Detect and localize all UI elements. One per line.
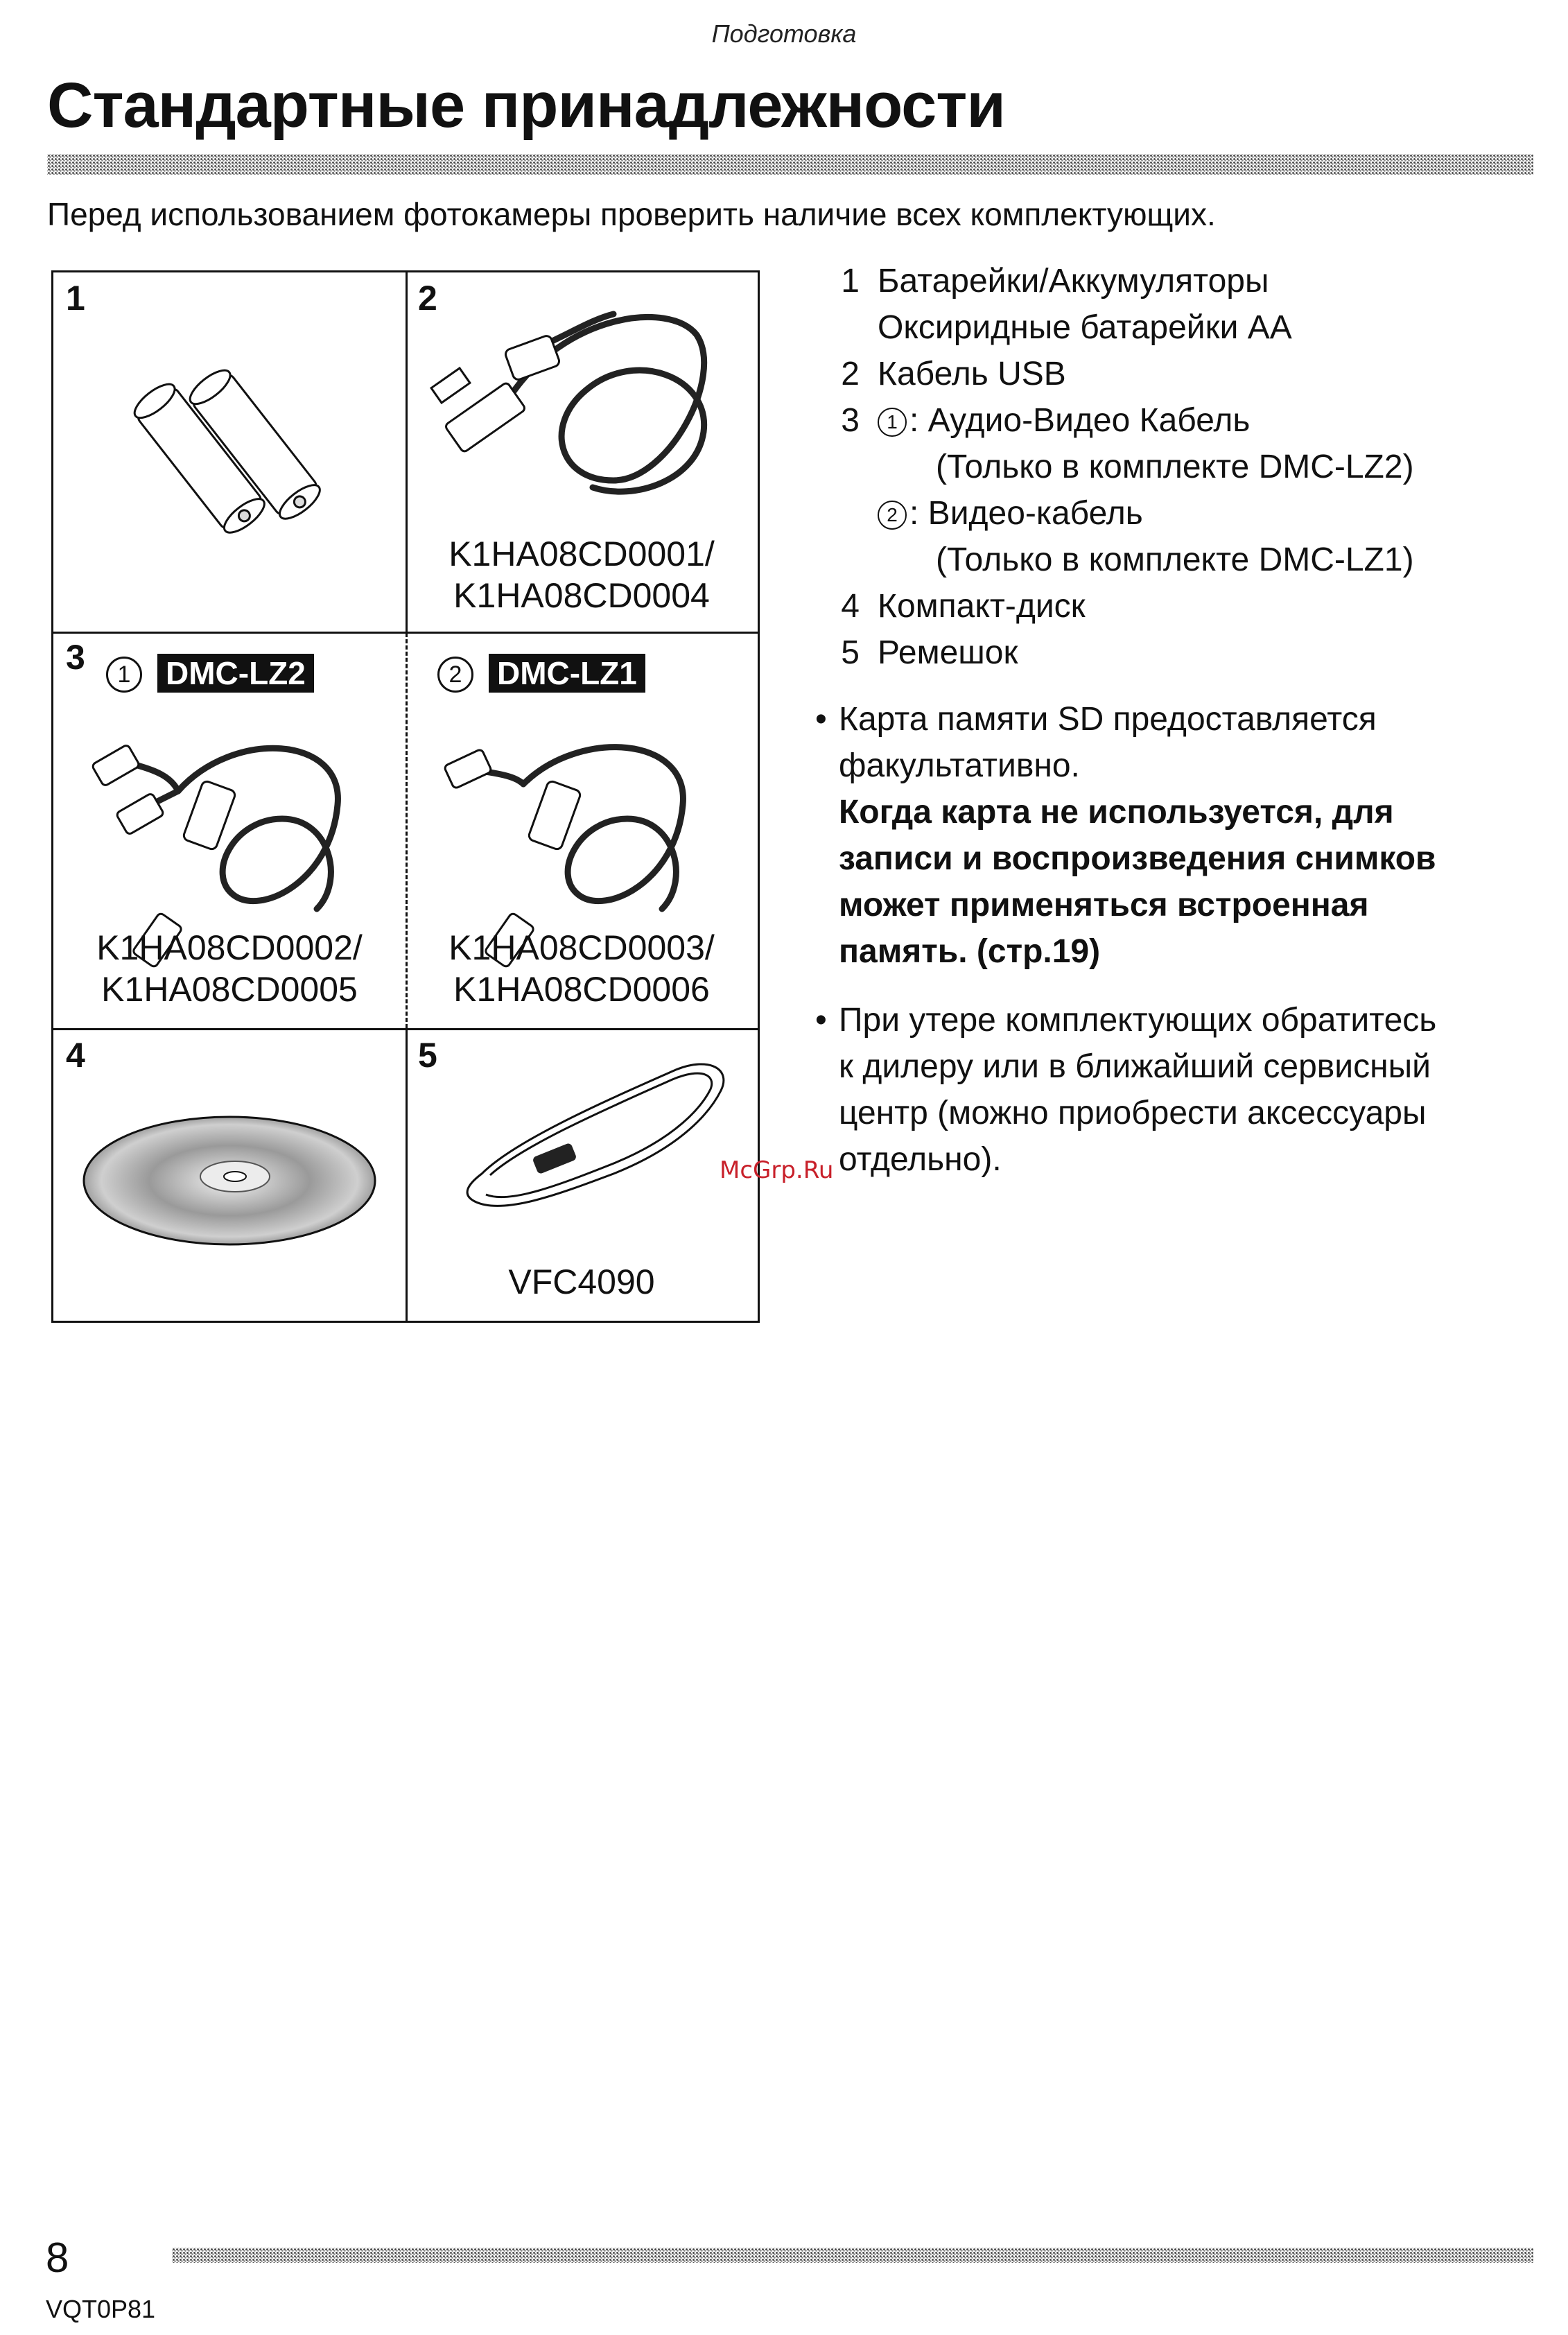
list-item: 4 Компакт-диск <box>841 588 1086 625</box>
part-code: VFC4090 <box>508 1262 655 1301</box>
cell-usb-cable <box>406 272 758 632</box>
circled-mark: 2 <box>437 657 473 693</box>
cell-number: 4 <box>66 1036 85 1075</box>
note-lost-accessories: • При утере комплектующих обратитесь к дилеру или в ближайший сервисный центр (можно приобрести аксессуары отдельно). <box>815 997 1536 1183</box>
list-item: 1 Батарейки/Аккумуляторы <box>841 263 1269 300</box>
page-title: Стандартные принадлежности <box>47 70 1005 141</box>
cell-video-cable <box>406 632 758 1028</box>
accessory-list: 1 Батарейки/Аккумуляторы Оксиридные батарейки AA 2 Кабель USB 3 1 : Аудио-Видео Кабель (Только в комплекте DMC-LZ2) 2 : Видео-кабель (Только в комплекте DMC-LZ1) 4 Компакт-диск 5 Ремешок <box>832 258 1539 676</box>
cell-number: 3 <box>66 638 85 677</box>
circled-mark: 1 <box>106 657 142 693</box>
cell-cd-rom <box>53 1028 406 1321</box>
bullet: • <box>815 1002 827 1039</box>
page-number: 8 <box>46 2234 69 2281</box>
cd-icon <box>53 1028 406 1321</box>
watermark: McGrp.Ru <box>720 1156 834 1184</box>
footer-rule <box>172 2248 1533 2263</box>
cell-av-cable <box>53 632 406 1028</box>
cell-strap <box>406 1028 758 1321</box>
accessories-table <box>51 270 760 1323</box>
bullet: • <box>815 701 827 738</box>
title-underline <box>47 154 1533 175</box>
list-item: 3 1 : Аудио-Видео Кабель <box>841 402 1251 439</box>
cell-number: 2 <box>418 279 437 318</box>
part-code: K1HA08CD0006 <box>453 970 710 1009</box>
cell-number: 1 <box>66 279 85 318</box>
list-item: 5 Ремешок <box>841 634 1018 671</box>
part-code: K1HA08CD0005 <box>101 970 358 1009</box>
circled-mark: 2 <box>878 501 907 530</box>
note-sd-card: • Карта памяти SD предоставляется факультативно. Когда карта не используется, для записи и воспроизведения снимков может применяться встроенная память. (стр.19) <box>815 696 1536 975</box>
intro-text: Перед использованием фотокамеры проверить наличие всех комплектующих. <box>47 196 1216 232</box>
cell-number: 5 <box>418 1036 437 1075</box>
usb-cable-icon <box>406 272 758 536</box>
part-code: K1HA08CD0002/ <box>96 928 363 967</box>
part-code: K1HA08CD0001/ <box>448 535 715 573</box>
section-label: Подготовка <box>711 19 857 48</box>
model-badge: DMC-LZ1 <box>489 654 645 693</box>
battery-icon <box>53 272 406 632</box>
part-code: K1HA08CD0003/ <box>448 928 715 967</box>
circled-mark: 1 <box>878 408 907 437</box>
model-badge: DMC-LZ2 <box>157 654 314 693</box>
part-code: K1HA08CD0004 <box>453 576 710 615</box>
cell-batteries <box>53 272 406 632</box>
list-item: 2 Кабель USB <box>841 356 1066 392</box>
document-code: VQT0P81 <box>46 2295 156 2323</box>
strap-icon <box>406 1028 758 1250</box>
